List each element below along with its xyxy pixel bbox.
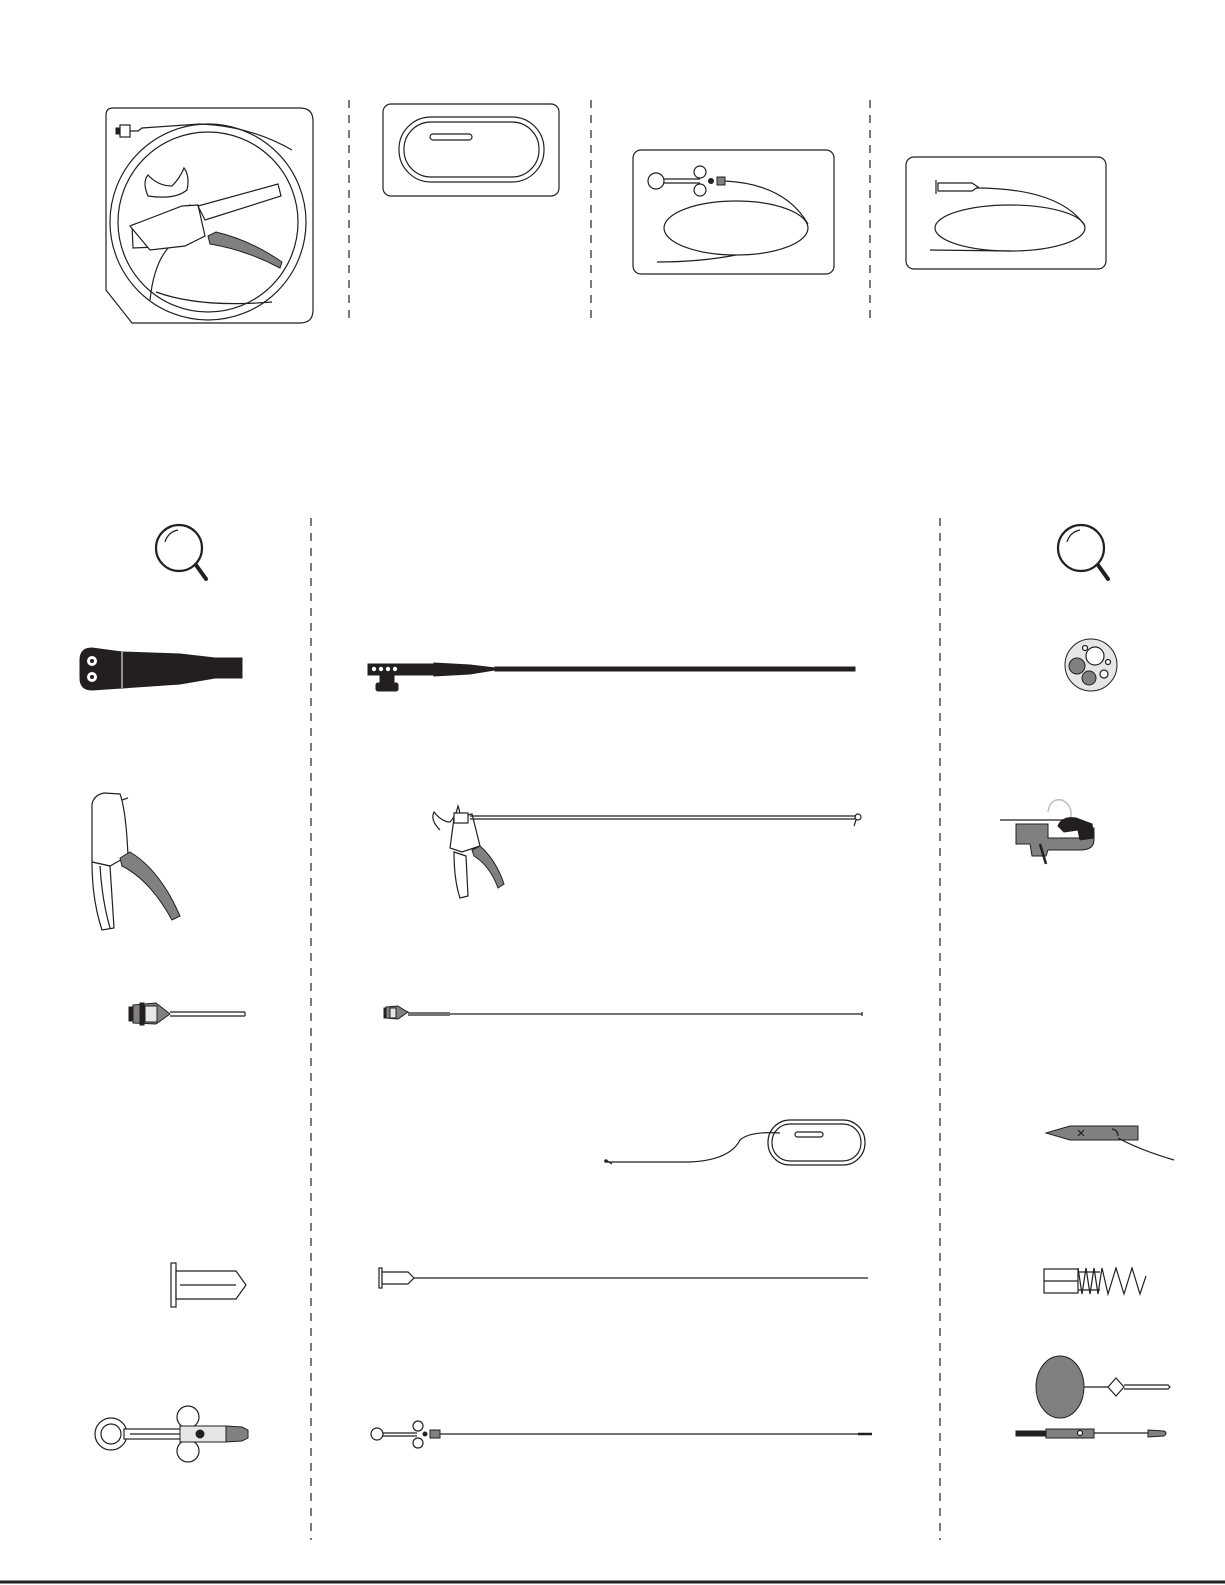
package-needle-coil <box>906 157 1106 269</box>
detail-balloon-and-stylet <box>1016 1356 1170 1438</box>
detail-handle-clip <box>1000 800 1094 864</box>
detail-distal-tip-end-view <box>1065 639 1117 691</box>
component-needle-closeup <box>129 1003 245 1025</box>
package-handle-circular-tray <box>106 108 313 323</box>
detail-needle-tip <box>1046 1126 1174 1160</box>
component-introducer-needle <box>379 1268 868 1288</box>
component-bronchoscope-shaft <box>368 663 855 691</box>
component-shaft-closeup <box>80 648 242 690</box>
magnifier-icon <box>1058 525 1108 579</box>
magnifier-icon <box>156 525 206 579</box>
component-delivery-handle <box>433 806 861 898</box>
component-syringe-catheter <box>371 1421 872 1448</box>
detail-coil-spring <box>1044 1268 1146 1294</box>
package-oval-tray <box>383 104 559 196</box>
component-introducer-closeup <box>171 1263 246 1307</box>
component-handle-closeup <box>92 793 180 930</box>
package-forceps-coil <box>633 150 834 274</box>
component-coiled-catheter <box>605 1120 865 1165</box>
component-luer-needle <box>384 1006 862 1019</box>
component-syringe-closeup <box>95 1406 248 1462</box>
